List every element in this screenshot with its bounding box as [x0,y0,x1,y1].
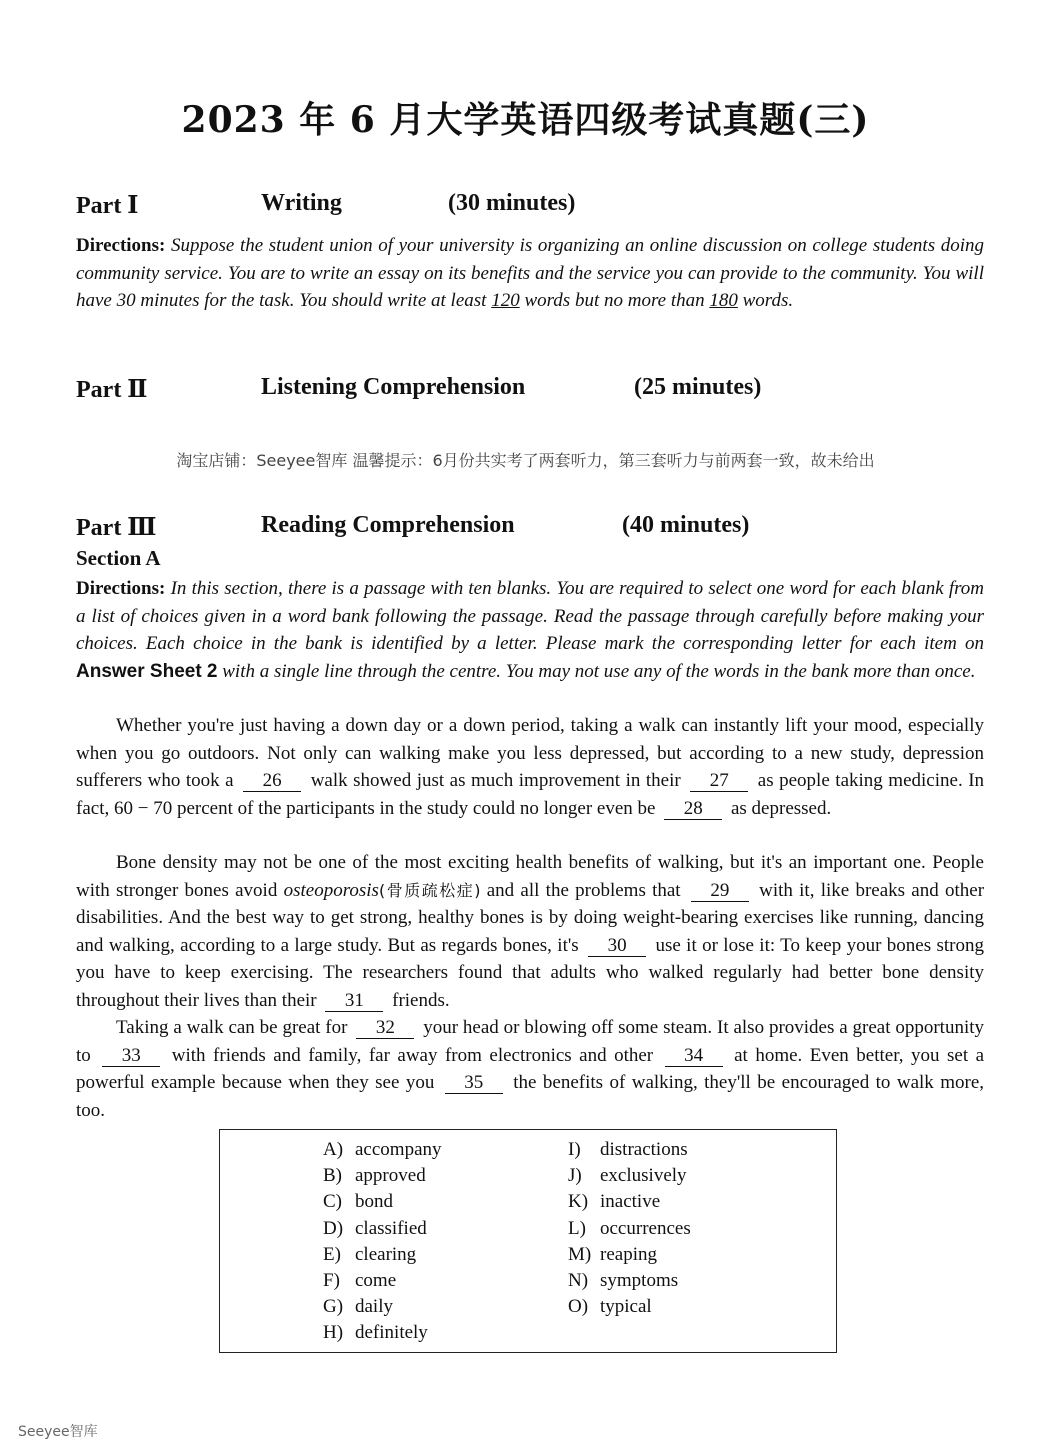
listening-notice: 淘宝店铺：Seeyee智库 温馨提示：6月份共实考了两套听力，第三套听力与前两套一致，故未给出 [176,451,875,470]
passage-text: Whether you're just having a down day or a down period, taking a walk can instantly lift your mood, especially when you go outdoors. Not only can walking make you less depressed, but according to a new study, depression sufferers who took a [76,715,984,791]
part2-label: Part Ⅱ [76,377,148,403]
directions-label: Directions: [76,235,166,256]
passage-text: and all the problems that [480,879,681,901]
part3-name: Reading Comprehension [261,512,515,538]
passage-text: as depressed. [730,797,832,819]
word-bank-option: L) occurrences [568,1217,691,1239]
word-bank-option: B) approved [323,1165,426,1187]
part1-label: Part Ⅰ [76,193,139,219]
word-bank [219,1129,837,1353]
part3-time: (40 minutes) [622,512,750,538]
part1-time: (30 minutes) [448,190,576,216]
passage-text: use it or lose it: To keep your bones strong you have to keep exercising. The researchers found that adults who walked regularly had better bone density throughout their lives than their [76,934,984,1011]
part1-header [76,190,986,224]
word-bank-option: J) exclusively [568,1165,687,1187]
word-bank-option: O) typical [568,1296,652,1318]
passage-text: as people taking medicine. In fact, 60 − 70 percent of the participants in the study could no longer even be [76,770,985,819]
part1-directions [76,232,984,315]
blank-29[interactable]: 29 [691,881,749,902]
directions-text: with a single line through the centre. You may not use any of the words in the bank more than once. [217,660,976,682]
word-bank-option: D) classified [323,1217,427,1239]
blank-27[interactable]: 27 [690,771,748,792]
directions-text: In this section, there is a passage with ten blanks. You are required to select one word for each blank from a list of choices given in a word bank following the passage. Read the passage through carefully before making your choices. Each choice in the bank is identified by a letter. Please mark the corresponding letter for each item on [76,578,985,654]
passage-text: with it, like breaks and other disabilities. And the best way to get strong, healthy bones is by doing weight-bearing exercises like running, dancing and walking, according to a large study. But as regards bones, it's [76,879,985,956]
word-bank-option: I) distractions [568,1139,688,1160]
word-bank-option: E) clearing [323,1243,417,1265]
word-bank-option: M) reaping [568,1243,657,1265]
term-osteoporosis: osteoporosis [283,879,379,901]
word-bank-option: F) come [323,1270,397,1292]
blank-30[interactable]: 30 [588,936,646,957]
part3-directions [76,575,984,685]
directions-text: Suppose the student union of your university is organizing an online discussion on college students doing community service. You are to write an essay on its benefits and the service you can provide to the community. You will have 30 minutes for the task. You should write at least [76,235,985,311]
blank-34[interactable]: 34 [665,1046,723,1067]
section-a-heading: Section A [76,546,161,570]
word-bank-left-column [323,1137,442,1347]
passage-paragraph-1 [76,712,984,822]
directions-text: words. [737,290,794,311]
blank-31[interactable]: 31 [325,991,383,1012]
passage-text: your head or blowing off some steam. It also provides a great opportunity to [76,1017,985,1066]
passage-text: walk showed just as much improvement in their [310,770,681,791]
part3-header [76,512,986,546]
passage-text: Taking a walk can be great for [116,1017,348,1038]
part2-header [76,374,986,408]
word-bank-option: A) accompany [323,1139,442,1160]
word-bank-option: C) bond [323,1191,393,1213]
directions-label: Directions: [76,578,166,599]
chinese-gloss: (骨质疏松症) [378,880,481,900]
word-bank-right-column [568,1137,691,1320]
word-bank-option: K) inactive [568,1191,661,1213]
page-title: 2023 年 6 月大学英语四级考试真题(三) [181,99,870,141]
max-words: 180 [709,290,738,311]
blank-33[interactable]: 33 [102,1046,160,1067]
min-words: 120 [491,290,520,311]
passage-paragraph-2 [76,849,984,1014]
passage-text: with friends and family, far away from electronics and other [171,1044,654,1066]
blank-35[interactable]: 35 [445,1073,503,1094]
passage-text: the benefits of walking, they'll be encouraged to walk more, too. [76,1072,985,1121]
word-bank-option: H) definitely [323,1322,428,1344]
watermark: Seeyee智库 [18,1424,98,1440]
part2-name: Listening Comprehension [261,374,526,400]
passage-text: Bone density may not be one of the most exciting health benefits of walking, but it's an important one. People with stronger bones avoid [76,852,984,901]
answer-sheet-ref: Answer Sheet 2 [76,660,218,682]
directions-text: words but no more than [519,290,710,311]
passage-text: friends. [392,989,450,1011]
part2-time: (25 minutes) [634,374,762,400]
word-bank-option: G) daily [323,1296,393,1318]
part1-name: Writing [261,190,342,216]
passage-text: at home. Even better, you set a powerful example because when they see you [76,1044,985,1093]
blank-26[interactable]: 26 [243,771,301,792]
blank-28[interactable]: 28 [664,799,722,820]
blank-32[interactable]: 32 [356,1018,414,1039]
part3-label: Part Ⅲ [76,515,157,541]
passage-paragraph-3 [76,1014,984,1124]
word-bank-option: N) symptoms [568,1270,679,1292]
